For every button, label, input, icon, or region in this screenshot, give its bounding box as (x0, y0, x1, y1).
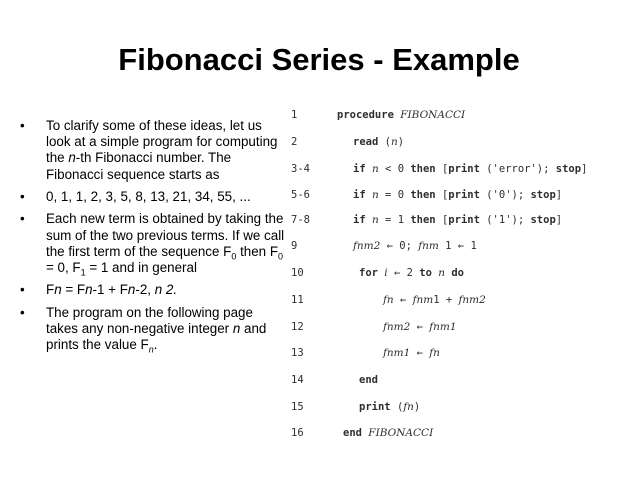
variable-n: n (232, 320, 241, 336)
line-number: 15 (291, 401, 304, 413)
code-line (291, 265, 464, 281)
keyword: if (353, 163, 372, 175)
recurrence-text: Each new term is obtained by taking the sum of the two previous terms. If we call the first term of the sequence F (46, 211, 285, 259)
keyword: stop (530, 189, 556, 201)
subscript-n-text: n (148, 344, 154, 355)
keyword: read (353, 136, 385, 148)
punctuation: ) (413, 401, 421, 413)
subscript-0: 0 (231, 251, 237, 262)
keyword: do (445, 267, 464, 279)
code-text: [ (435, 214, 449, 226)
formula-text: -2, (135, 282, 155, 298)
line-number: 12 (291, 321, 304, 333)
bullet-intro-text-end: -th Fibonacci number. The Fibonacci sequence starts as (46, 150, 232, 182)
code-text: 1 ← 1 (438, 240, 477, 252)
identifier: fn (429, 347, 440, 359)
keyword: then (410, 163, 436, 175)
code-text: ('1'); (479, 214, 531, 226)
keyword: if (353, 214, 372, 226)
line-number: 7-8 (291, 214, 310, 226)
identifier: i (384, 267, 388, 279)
bullet-intro-text: To clarify some of these ideas, let us look at a simple program for computing the (46, 118, 278, 166)
identifier: fn (383, 294, 394, 306)
recurrence-text: then F (236, 243, 279, 259)
code-statement (353, 212, 562, 228)
bullet-intro (20, 118, 288, 183)
formula-f: F (46, 282, 55, 298)
code-text: ← 0; (380, 240, 419, 252)
line-number: 11 (291, 294, 304, 306)
punctuation: ( (384, 136, 391, 148)
program-text-end: . (153, 337, 158, 353)
keyword: then (410, 214, 436, 226)
line-number: 9 (291, 240, 298, 252)
program-text: The program on the following page takes any non-negative integer (46, 304, 253, 336)
variable-n: n (68, 150, 76, 166)
code-statement (383, 292, 486, 308)
code-text: 1 + (433, 294, 459, 306)
code-line (291, 425, 434, 441)
bullet-formula (20, 282, 288, 298)
formula-n: n (54, 282, 62, 298)
code-text: ] (555, 214, 563, 226)
line-number: 3-4 (291, 163, 310, 175)
code-text: ('error'); (479, 163, 556, 175)
keyword: to (419, 267, 439, 279)
code-text: ] (581, 163, 588, 175)
punctuation: ( (396, 401, 404, 413)
keyword: for (359, 267, 385, 279)
code-statement (383, 319, 457, 335)
code-text: ← 2 (387, 267, 420, 279)
code-text: < 0 (378, 163, 411, 175)
code-line (291, 161, 588, 177)
keyword: procedure (337, 109, 401, 121)
code-text: [ (435, 163, 449, 175)
code-statement (353, 238, 477, 254)
identifier: n (371, 163, 379, 175)
line-number: 14 (291, 374, 304, 386)
formula-n: n (127, 282, 136, 298)
identifier: FIBONACCI (368, 427, 434, 439)
keyword: then (410, 189, 436, 201)
bullet-program (20, 305, 288, 354)
identifier: fnm1 (383, 347, 411, 359)
code-statement (383, 345, 440, 361)
keyword: print (359, 401, 397, 413)
code-statement (353, 187, 562, 203)
code-text: ] (555, 189, 563, 201)
subscript-1: 1 (80, 267, 86, 278)
identifier: fnm2 (383, 321, 411, 333)
code-statement (353, 161, 587, 177)
code-statement (359, 265, 464, 281)
line-number: 10 (291, 267, 304, 279)
code-text: ← (393, 294, 413, 306)
keyword: if (353, 189, 372, 201)
identifier: n (371, 189, 379, 201)
slide-title: Fibonacci Series - Example (118, 42, 520, 77)
code-line (291, 345, 440, 361)
code-line (291, 292, 486, 308)
formula-text: -1 + F (92, 282, 128, 298)
code-line (291, 372, 378, 388)
formula-text: = F (61, 282, 86, 298)
code-line (291, 238, 477, 254)
line-number: 13 (291, 347, 304, 359)
code-text: = 1 (378, 214, 411, 226)
code-text: ('0'); (479, 189, 531, 201)
line-number: 16 (291, 427, 304, 439)
identifier: n (438, 267, 445, 279)
code-statement (359, 399, 420, 415)
recurrence-text: = 0, F (46, 260, 81, 275)
subscript-0: 0 (278, 251, 284, 262)
code-line (291, 107, 466, 123)
keyword: stop (530, 214, 556, 226)
recurrence-text: = 1 and in general (85, 260, 197, 275)
keyword: print (448, 214, 480, 226)
identifier: FIBONACCI (400, 109, 466, 121)
code-text: ← (410, 321, 430, 333)
code-line (291, 212, 563, 228)
keyword: print (448, 163, 480, 175)
identifier: fnm (412, 294, 434, 306)
bullet-sequence (20, 189, 288, 205)
code-text: = 0 (378, 189, 411, 201)
keyword: stop (555, 163, 582, 175)
line-number: 1 (291, 109, 298, 121)
formula-n: n (85, 282, 93, 298)
code-statement (359, 372, 378, 388)
bullet-list (20, 118, 288, 360)
code-statement (343, 425, 433, 441)
identifier: n (371, 214, 379, 226)
code-line (291, 134, 405, 150)
identifier: fnm2 (353, 240, 381, 252)
code-line (291, 319, 457, 335)
keyword: end (359, 374, 378, 386)
line-number: 2 (291, 136, 298, 148)
line-number: 5-6 (291, 189, 310, 201)
punctuation: ) (397, 136, 405, 148)
keyword: print (448, 189, 480, 201)
code-line (291, 399, 421, 415)
code-statement (353, 134, 404, 150)
identifier: fnm (418, 240, 439, 252)
code-text: [ (435, 189, 449, 201)
bullet-recurrence (20, 211, 288, 276)
program-text: and prints the value F (46, 320, 267, 353)
identifier: n (390, 136, 398, 148)
sequence-text: 0, 1, 1, 2, 3, 5, 8, 13, 21, 34, 55, ... (46, 189, 251, 204)
identifier: fn (403, 401, 414, 413)
code-statement (337, 107, 465, 123)
identifier: fnm1 (429, 321, 457, 333)
formula-tail: n 2. (154, 282, 178, 298)
keyword: end (343, 427, 369, 439)
code-text: ← (410, 347, 430, 359)
code-line (291, 187, 563, 203)
identifier: fnm2 (458, 294, 486, 306)
